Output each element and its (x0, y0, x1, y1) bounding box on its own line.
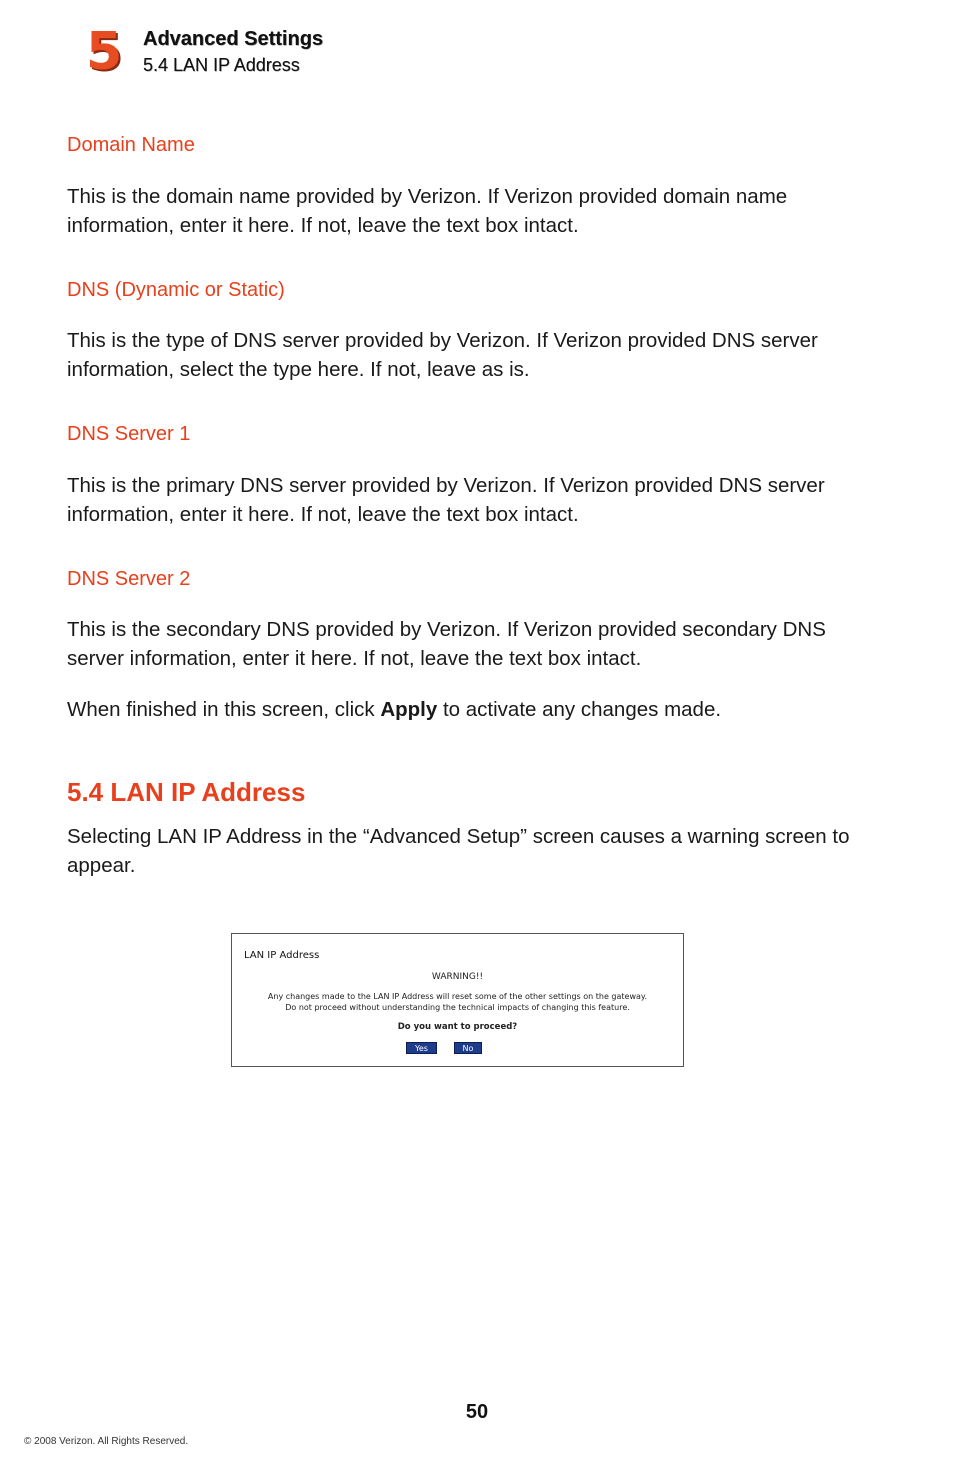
chapter-number: 5 (86, 22, 123, 82)
no-button[interactable]: No (454, 1042, 482, 1054)
dns-type-heading: DNS (Dynamic or Static) (67, 279, 285, 301)
dns-server-2-heading: DNS Server 2 (67, 568, 191, 590)
page-number: 50 (465, 1401, 489, 1423)
chapter-subtitle: 5.4 LAN IP Address (143, 55, 300, 75)
dns-type-body: This is the type of DNS server provided by Verizon. If Verizon provided DNS server information, select the type here. If not, leave as is. (67, 329, 818, 381)
domain-name-body: This is the domain name provided by Verizon. If Verizon provided domain name information, enter it here. If not, leave the text box intact. (67, 185, 788, 237)
lan-ip-body: Selecting LAN IP Address in the “Advanced Setup” screen causes a warning screen to appear. (67, 825, 850, 877)
dialog-question: Do you want to proceed? (397, 1022, 518, 1032)
lan-ip-section-title: 5.4 LAN IP Address (67, 777, 306, 807)
dialog-warning-line-2: Do not proceed without understanding the technical impacts of changing this feature. (285, 1003, 630, 1012)
dns-server-2-body: This is the secondary DNS provided by Verizon. If Verizon provided secondary DNS server information, enter it here. If not, leave the text box intact. (67, 618, 826, 670)
finish-note (67, 695, 857, 724)
dns-server-1-body: This is the primary DNS server provided by Verizon. If Verizon provided DNS server information, enter it here. If not, leave the text box intact. (67, 474, 825, 526)
finish-note-suffix: to activate any changes made. (437, 698, 722, 721)
chapter-title: Advanced Settings (143, 28, 324, 50)
apply-keyword: Apply (380, 698, 438, 721)
dialog-warning-line-1: Any changes made to the LAN IP Address will reset some of the other settings on the gateway. (267, 992, 648, 1001)
domain-name-heading: Domain Name (67, 134, 195, 156)
finish-note-prefix: When finished in this screen, click (67, 698, 381, 721)
dialog-warning: WARNING!! (431, 972, 484, 982)
dialog-title: LAN IP Address (244, 950, 320, 961)
lan-ip-warning-screenshot (231, 933, 684, 1067)
dns-server-1-heading: DNS Server 1 (67, 423, 191, 445)
copyright: © 2008 Verizon. All Rights Reserved. (24, 1436, 189, 1447)
yes-button[interactable]: Yes (406, 1042, 437, 1054)
